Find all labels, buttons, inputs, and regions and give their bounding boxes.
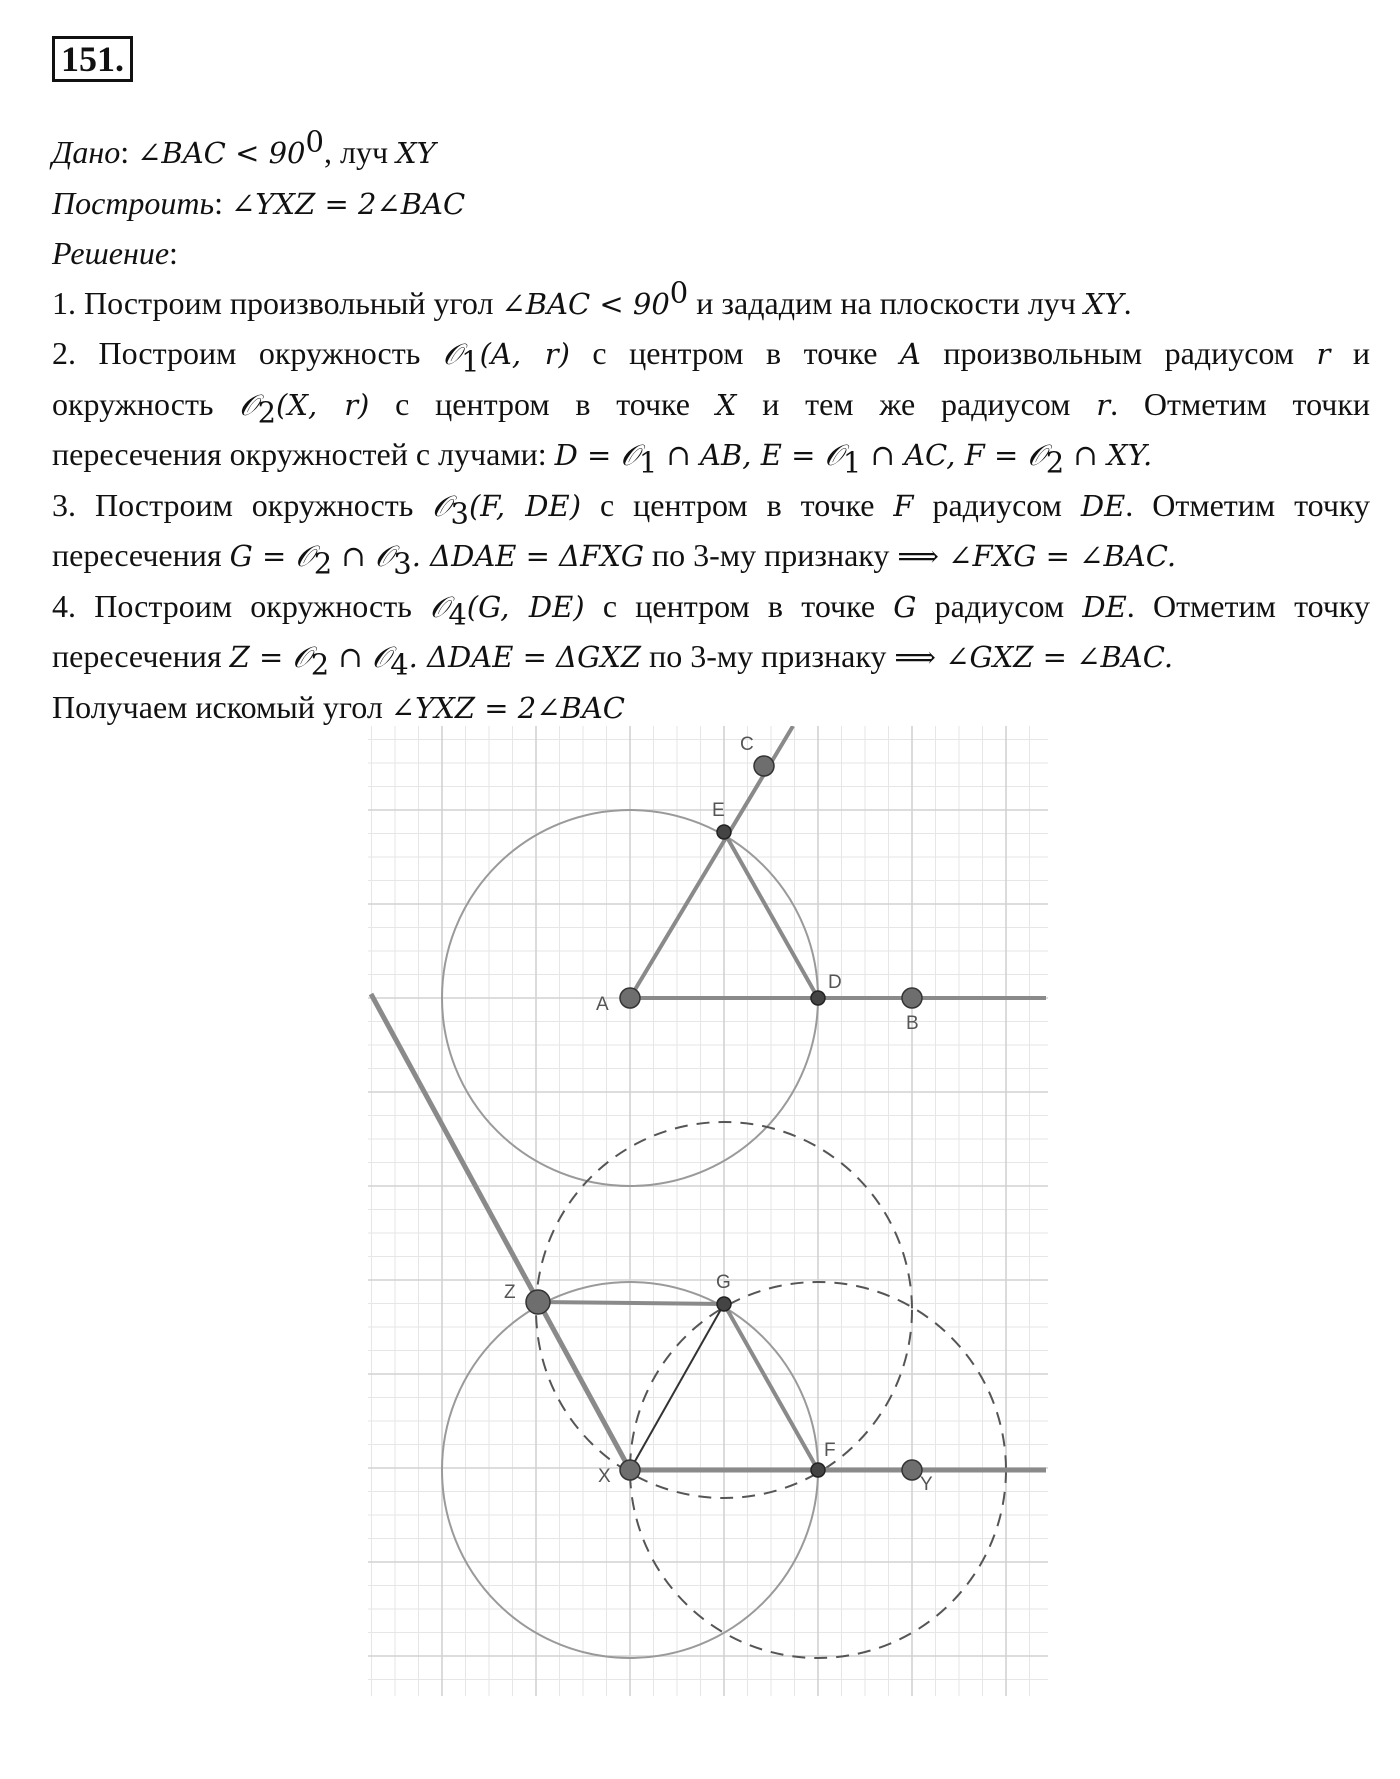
label-a: A — [596, 994, 609, 1015]
step1-angle: ∠BAC < 90 — [501, 286, 670, 321]
step3-radius: DE — [1080, 488, 1126, 523]
step2-text: с центром в точке — [369, 385, 716, 422]
conclusion-expr: ∠YXZ = 2∠BAC — [390, 690, 625, 725]
step1-text-c: . — [1123, 284, 1132, 321]
step3-circle-sub: 3 — [450, 495, 469, 530]
step-4-line-1 — [52, 582, 1370, 633]
step2-sub: 2 — [1045, 445, 1065, 480]
step4-expr: Z = 𝒪 — [229, 640, 311, 674]
step2-circle1-args: (A, r) — [479, 337, 570, 371]
step4-result: ⟹ ∠GXZ = ∠BAC. — [894, 640, 1174, 674]
step2-text: 2. Построим окружность — [52, 335, 443, 371]
step1-deg: 0 — [669, 274, 689, 309]
step2-expr: D = 𝒪 — [554, 438, 639, 472]
step2-expr: ∩ XY. — [1064, 438, 1153, 472]
step-3-line-1 — [52, 481, 1370, 532]
point-a — [620, 988, 640, 1008]
step3-expr: G = 𝒪 — [229, 539, 314, 573]
step4-sub: 2 — [310, 647, 330, 682]
given-line: Дано: ∠BAC < $90^0$, луч XY — [52, 124, 436, 170]
step3-text: . Отметим точку — [1125, 486, 1371, 523]
construct-label: Построить — [52, 184, 215, 221]
point-b — [902, 988, 922, 1008]
step2-text: произвольным радиусом — [920, 335, 1317, 371]
step2-point-a: A — [899, 337, 921, 371]
step4-sub: 4 — [390, 647, 409, 682]
construction-figure — [368, 726, 1048, 1696]
ray-xz — [371, 994, 630, 1470]
problem-number: 151. — [52, 36, 133, 82]
label-y: Y — [920, 1474, 933, 1495]
given-label: Дано — [52, 134, 121, 170]
solution-label-line: Решение: — [52, 235, 178, 271]
step3-point-f: F — [893, 488, 914, 523]
step3-text: пересечения — [52, 537, 230, 573]
step4-text: по 3-му признаку — [641, 638, 895, 674]
step4-text: радиусом — [916, 587, 1083, 624]
step2-text: окружность — [52, 385, 240, 422]
step2-sub: 1 — [638, 445, 658, 480]
step2-text: с центром в точке — [569, 335, 900, 371]
segment-zg — [538, 1302, 724, 1304]
label-x: X — [598, 1466, 611, 1487]
step1-ray: XY — [1083, 286, 1124, 321]
step-2-line-1 — [52, 329, 1370, 380]
step3-expr: . ΔDAE = ΔFXG — [411, 539, 645, 573]
step4-circle-args: (G, DE) — [466, 589, 585, 624]
step3-text: с центром в точке — [581, 486, 894, 523]
solution-text — [52, 124, 1371, 733]
step4-radius: DE — [1082, 589, 1127, 624]
label-g: G — [716, 1272, 731, 1293]
point-d — [811, 991, 825, 1005]
step3-text: по 3-му признаку — [644, 537, 898, 573]
point-e — [717, 825, 731, 839]
step4-text: . Отметим точку — [1126, 587, 1371, 624]
given-ray-word: , луч — [323, 134, 397, 170]
label-c: C — [740, 734, 754, 755]
step4-expr: ∩ 𝒪 — [329, 640, 391, 674]
step2-circle2-sub: 2 — [257, 394, 277, 429]
step3-circle: 𝒪 — [432, 488, 451, 523]
point-x — [620, 1460, 640, 1480]
step2-text: пересечения окружностей с лучами: — [52, 436, 555, 472]
label-b: B — [906, 1013, 919, 1034]
step4-text: пересечения — [52, 638, 230, 674]
label-d: D — [828, 972, 842, 993]
step2-radius: r — [1316, 337, 1331, 371]
construct-expr: ∠YXZ = 2∠BAC — [230, 186, 466, 221]
step-2-line-2 — [52, 380, 1370, 431]
point-c — [754, 756, 774, 776]
step-3-line-2 — [52, 531, 1370, 582]
step2-text: и тем же радиусом — [736, 385, 1097, 422]
step4-circle-sub: 4 — [448, 596, 467, 631]
step-1 — [52, 274, 1370, 330]
conclusion-text: Получаем искомый угол — [52, 688, 391, 725]
step3-text: 3. Построим окружность — [52, 486, 433, 523]
step4-expr: . ΔDAE = ΔGXZ — [408, 640, 642, 674]
given-deg: 0 — [305, 124, 324, 159]
step1-text-b: и зададим на плоскости луч — [688, 284, 1084, 321]
point-z — [526, 1290, 550, 1314]
point-g — [717, 1297, 731, 1311]
step3-text: радиусом — [913, 486, 1081, 523]
step1-text-a: 1. Построим произвольный угол — [52, 284, 502, 321]
step3-expr: ∩ 𝒪 — [332, 539, 394, 573]
given-angle: ∠BAC < 90 — [137, 136, 306, 170]
step2-circle2-args: (X, r) — [276, 387, 370, 422]
label-e: E — [712, 800, 725, 821]
step4-text: 4. Построим окружность — [52, 587, 431, 624]
step2-point-x: X — [715, 387, 737, 422]
step4-text: с центром в точке — [584, 587, 894, 624]
step4-point-g: G — [893, 589, 917, 624]
step3-sub: 3 — [393, 546, 412, 581]
step2-circle1-sub: 1 — [461, 344, 480, 379]
step4-circle: 𝒪 — [430, 589, 449, 624]
step2-circle2: 𝒪 — [239, 387, 258, 422]
label-f: F — [824, 1440, 836, 1461]
point-y — [902, 1460, 922, 1480]
step3-circle-args: (F, DE) — [468, 488, 582, 523]
step2-radius: r — [1096, 387, 1111, 422]
given-ray: XY — [396, 136, 436, 170]
step2-circle1: 𝒪 — [442, 337, 462, 371]
step2-expr: ∩ AC, F = 𝒪 — [861, 438, 1046, 472]
point-f — [811, 1463, 825, 1477]
step2-expr: ∩ AB, E = 𝒪 — [657, 438, 843, 472]
solution-label: Решение — [52, 235, 170, 271]
step2-text: . Отметим точки — [1110, 385, 1371, 422]
step2-sub: 1 — [842, 445, 862, 480]
step3-sub: 2 — [313, 546, 333, 581]
step3-result: ⟹ ∠FXG = ∠BAC. — [897, 539, 1177, 573]
construct-line: Построить: ∠YXZ = 2∠BAC — [52, 184, 466, 221]
step-4-line-2 — [52, 632, 1370, 683]
step-2-line-3 — [52, 430, 1370, 481]
label-z: Z — [504, 1282, 516, 1303]
step2-text: и — [1330, 335, 1371, 371]
